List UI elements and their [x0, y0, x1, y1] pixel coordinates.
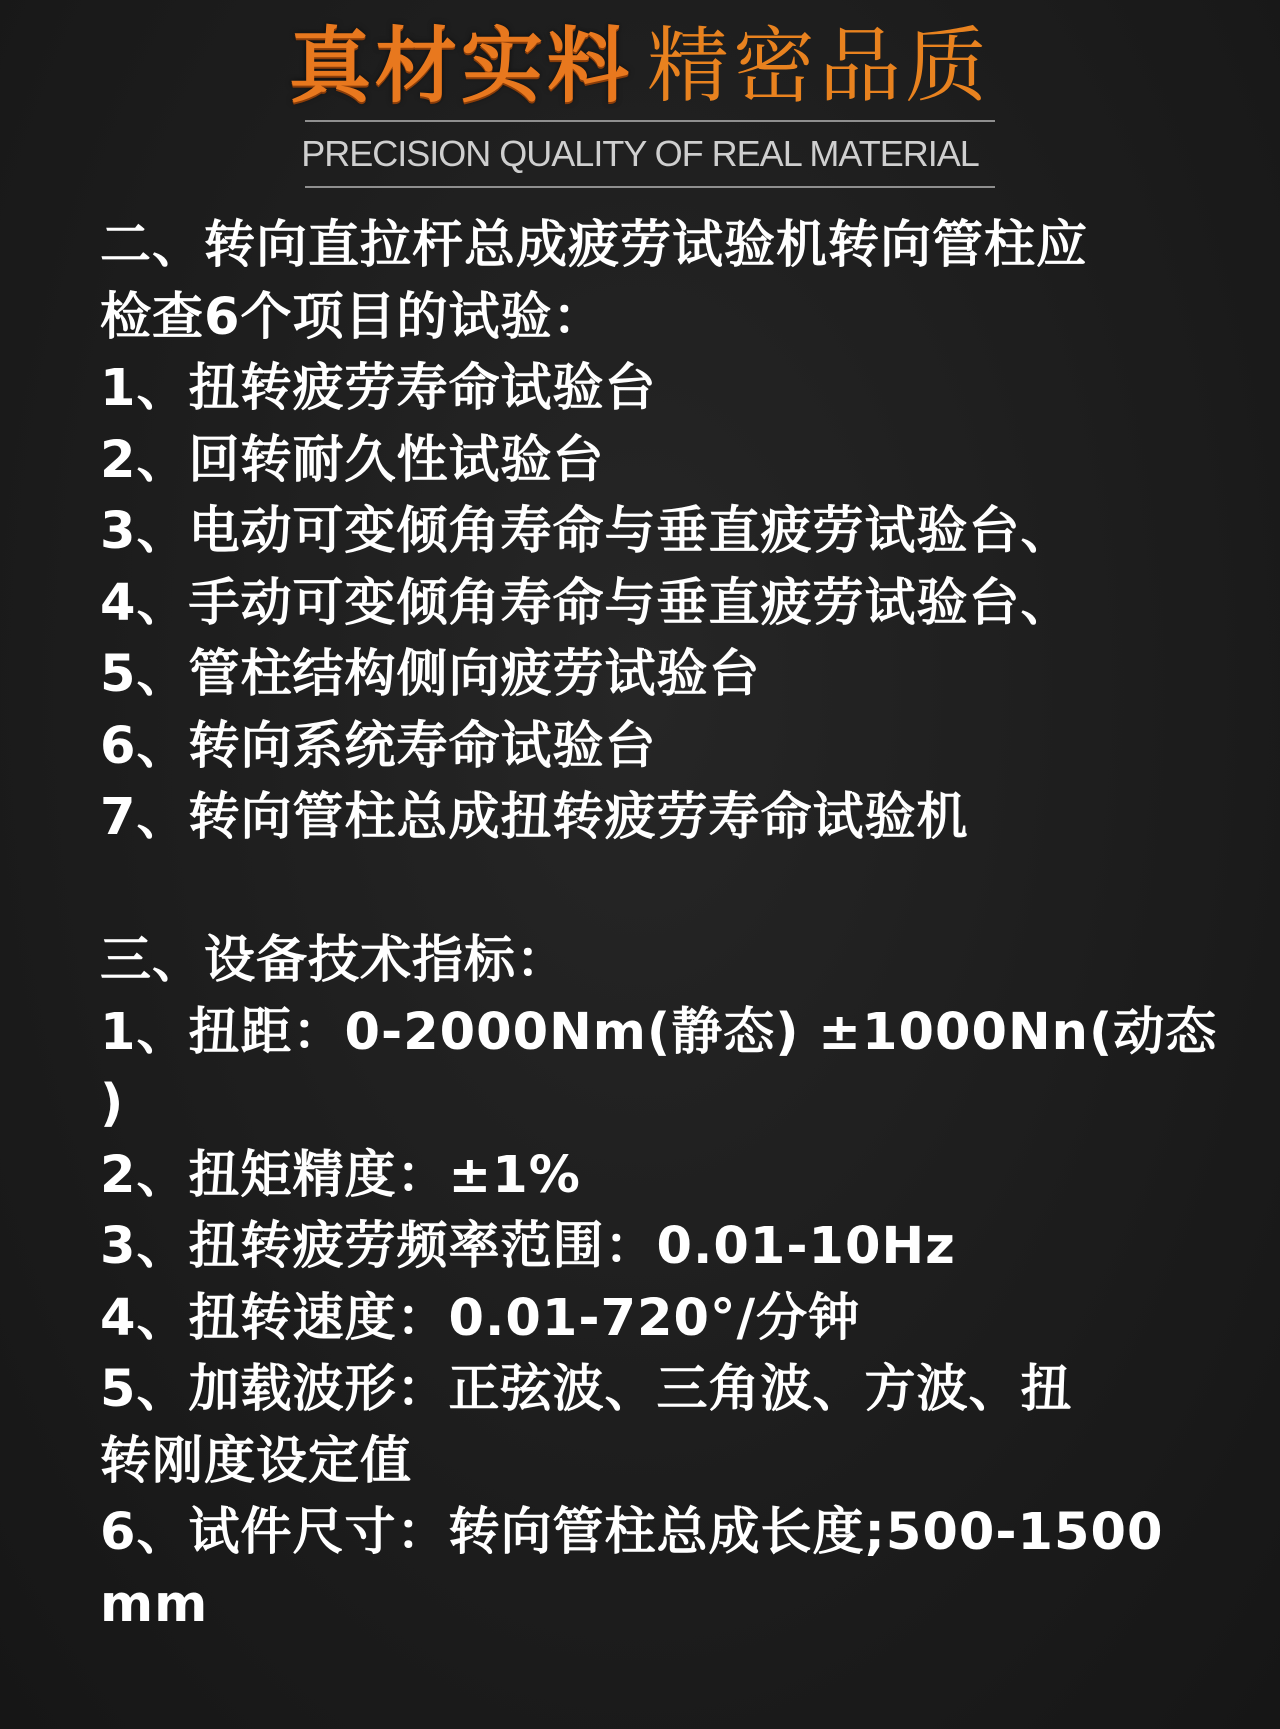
- banner-title-bold: 真材实料: [288, 19, 633, 114]
- spec-specimen-size: 6、试件尺寸：转向管柱总成长度;500-1500: [100, 1503, 1164, 1562]
- section2-item-3: 3、电动可变倾角寿命与垂直疲劳试验台、: [100, 502, 1073, 561]
- section3-heading: 三、设备技术指标：: [100, 931, 569, 990]
- banner-divider-bottom: [305, 186, 995, 188]
- banner-title: [0, 19, 1280, 114]
- section2-item-2: 2、回转耐久性试验台: [100, 430, 605, 490]
- section2-heading-line1: 二、转向直拉杆总成疲劳试验机转向管柱应: [100, 216, 1089, 275]
- spec-load-waveform: 5、加载波形：正弦波、三角波、方波、扭: [100, 1360, 1073, 1419]
- section2-item-6: 6、转向系统寿命试验台: [100, 716, 657, 776]
- spec-torque: 1、扭距：0-2000Nm(静态) ±1000Nn(动态: [100, 1002, 1218, 1062]
- spec-torque-cont: ): [100, 1074, 125, 1133]
- spec-torque-accuracy: 2、扭矩精度：±1%: [100, 1145, 581, 1205]
- spec-load-waveform-cont: 转刚度设定值: [100, 1431, 413, 1491]
- section-spacer: [100, 854, 1190, 926]
- document-body: [100, 210, 1218, 1640]
- banner-divider-top: [305, 120, 995, 122]
- spec-rotation-speed: 4、扭转速度：0.01-720°/分钟: [100, 1288, 861, 1348]
- header-banner: [0, 0, 1280, 200]
- banner-title-light: 精密品质: [647, 19, 992, 114]
- section2-item-1: 1、扭转疲劳寿命试验台: [100, 359, 657, 418]
- spec-frequency-range: 3、扭转疲劳频率范围：0.01-10Hz: [100, 1217, 956, 1276]
- banner-subtitle: PRECISION QUALITY OF REAL MATERIAL: [301, 133, 979, 174]
- section2-item-5: 5、管柱结构侧向疲劳试验台: [100, 645, 761, 704]
- section2-item-7: 7、转向管柱总成扭转疲劳寿命试验机: [100, 788, 969, 847]
- section2-item-4: 4、手动可变倾角寿命与垂直疲劳试验台、: [100, 573, 1073, 633]
- section2-heading-line2: 检查6个项目的试验：: [100, 287, 605, 347]
- spec-specimen-size-cont: mm: [100, 1574, 209, 1634]
